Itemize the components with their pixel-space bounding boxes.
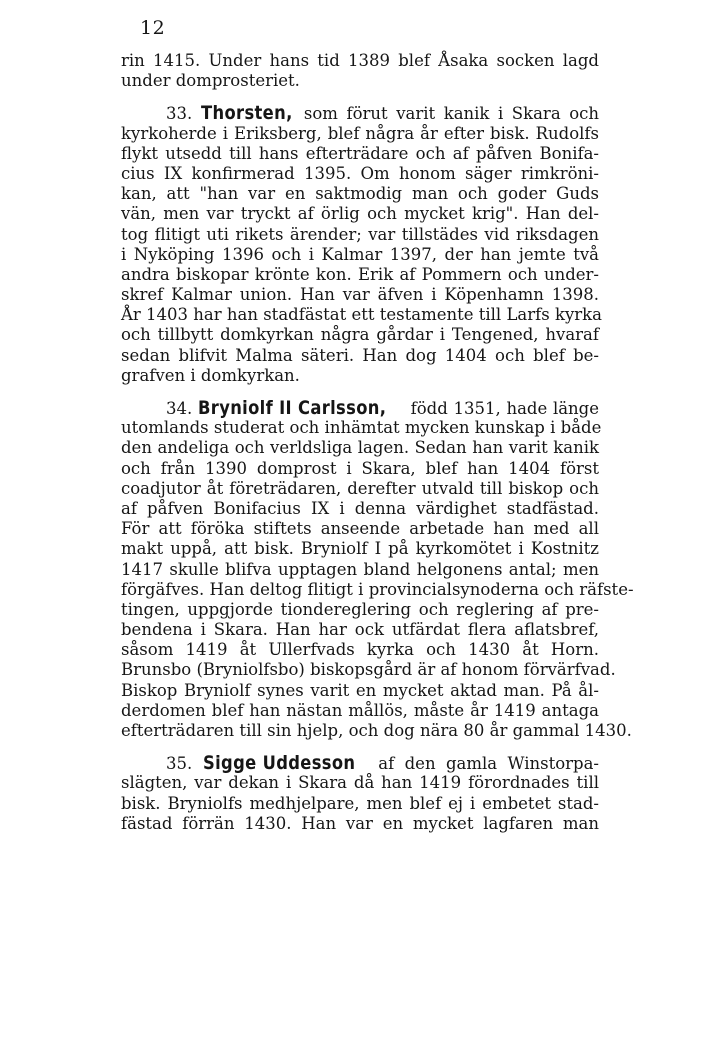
text-line: och tillbytt domkyrkan några gårdar i Tengened, hvaraf bbox=[121, 325, 599, 345]
paragraph-continuation bbox=[121, 51, 599, 91]
text-line: född 1351, hade länge bbox=[410, 399, 600, 418]
entry-heading-line bbox=[121, 398, 599, 418]
text-line: 1417 skulle blifva upptagen bland helgonens antal; men bbox=[121, 559, 599, 579]
text-line: coadjutor åt företrädaren, derefter utvald till biskop och bbox=[121, 478, 599, 498]
text-line: kyrkoherde i Eriksberg, blef några år efter bisk. Rudolfs bbox=[121, 123, 599, 143]
entry-number: 35. bbox=[166, 754, 193, 774]
text-line: flykt utsedd till hans efterträdare och af påfven Bonifa- bbox=[121, 143, 599, 163]
text-line: efterträdaren till sin hjelp, och dog nära 80 år gammal 1430. bbox=[121, 721, 632, 740]
body-text bbox=[121, 51, 634, 834]
text-line: den andeliga och verldsliga lagen. Sedan han varit kanik bbox=[121, 438, 599, 458]
text-line: i Nyköping 1396 och i Kalmar 1397, der han jemte två bbox=[121, 244, 599, 264]
text-line: För att föröka stiftets anseende arbetade han med all bbox=[121, 519, 599, 539]
text-line: rin 1415. Under hans tid 1389 blef Åsaka socken lagd bbox=[121, 51, 599, 70]
text-line: grafven i domkyrkan. bbox=[121, 365, 300, 385]
text-line: derdomen blef han nästan mållös, måste år 1419 antaga bbox=[121, 700, 599, 720]
text-line: andra biskopar krönte kon. Erik af Pommern och under- bbox=[121, 264, 599, 284]
text-line: tingen, uppgjorde tiondereglering och reglering af pre- bbox=[121, 599, 599, 619]
text-line: Brunsbo (Bryniolfsbo) biskopsgård är af honom förvärfvad. bbox=[121, 660, 616, 680]
text-line: skref Kalmar union. Han var äfven i Köpenhamn 1398. bbox=[121, 285, 599, 305]
text-line: vän, men var tryckt af örlig och mycket krig". Han del- bbox=[121, 204, 599, 224]
entry-33 bbox=[121, 102, 602, 386]
text-line: sedan blifvit Malma säteri. Han dog 1404 och blef be- bbox=[121, 345, 599, 365]
text-line: under domprosteriet. bbox=[121, 71, 300, 91]
text-line: makt uppå, att bisk. Bryniolf I på kyrkomötet i Kostnitz bbox=[121, 539, 599, 559]
entry-heading-line bbox=[121, 103, 599, 123]
text-line: och från 1390 domprost i Skara, blef han 1404 först bbox=[121, 458, 599, 478]
entry-heading-line bbox=[121, 753, 599, 773]
entry-34 bbox=[121, 397, 634, 741]
text-line: fästad förrän 1430. Han var en mycket lagfaren man bbox=[121, 813, 599, 833]
entry-number: 33. bbox=[166, 104, 193, 124]
bishop-name: Sigge Uddesson bbox=[202, 752, 356, 775]
text-line: Biskop Bryniolf synes varit en mycket aktad man. På ål- bbox=[121, 680, 599, 700]
text-line: af den gamla Winstorpa- bbox=[378, 754, 599, 774]
bishop-name: Bryniolf II Carlsson, bbox=[197, 397, 387, 419]
text-line: förgäfves. Han deltog flitigt i provincialsynoderna och räfste- bbox=[121, 579, 634, 599]
entry-number: 34. bbox=[166, 399, 193, 418]
text-line: som förut varit kanik i Skara och bbox=[303, 104, 599, 124]
text-line: kan, att "han var en saktmodig man och goder Guds bbox=[121, 184, 599, 204]
entry-35 bbox=[121, 753, 599, 834]
text-line: utomlands studerat och inhämtat mycken kunskap i både bbox=[121, 418, 602, 438]
text-line: tog flitigt uti rikets ärender; var tillstädes vid riksdagen bbox=[121, 224, 599, 244]
text-line: bisk. Bryniolfs medhjelpare, men blef ej i embetet stad- bbox=[121, 793, 599, 813]
bishop-name: Thorsten, bbox=[200, 102, 293, 125]
text-line: År 1403 har han stadfästat ett testamente till Larfs kyrka bbox=[121, 305, 602, 325]
text-line: bendena i Skara. Han har ock utfärdat flera aflatsbref, bbox=[121, 620, 599, 640]
page-number: 12 bbox=[140, 17, 166, 39]
text-line: såsom 1419 åt Ullerfvads kyrka och 1430 åt Horn. bbox=[121, 640, 599, 660]
text-line: af påfven Bonifacius IX i denna värdighet stadfästad. bbox=[121, 498, 599, 518]
text-line: slägten, var dekan i Skara då han 1419 förordnades till bbox=[121, 773, 599, 793]
text-line: cius IX konfirmerad 1395. Om honom säger rimkröni- bbox=[121, 163, 599, 183]
